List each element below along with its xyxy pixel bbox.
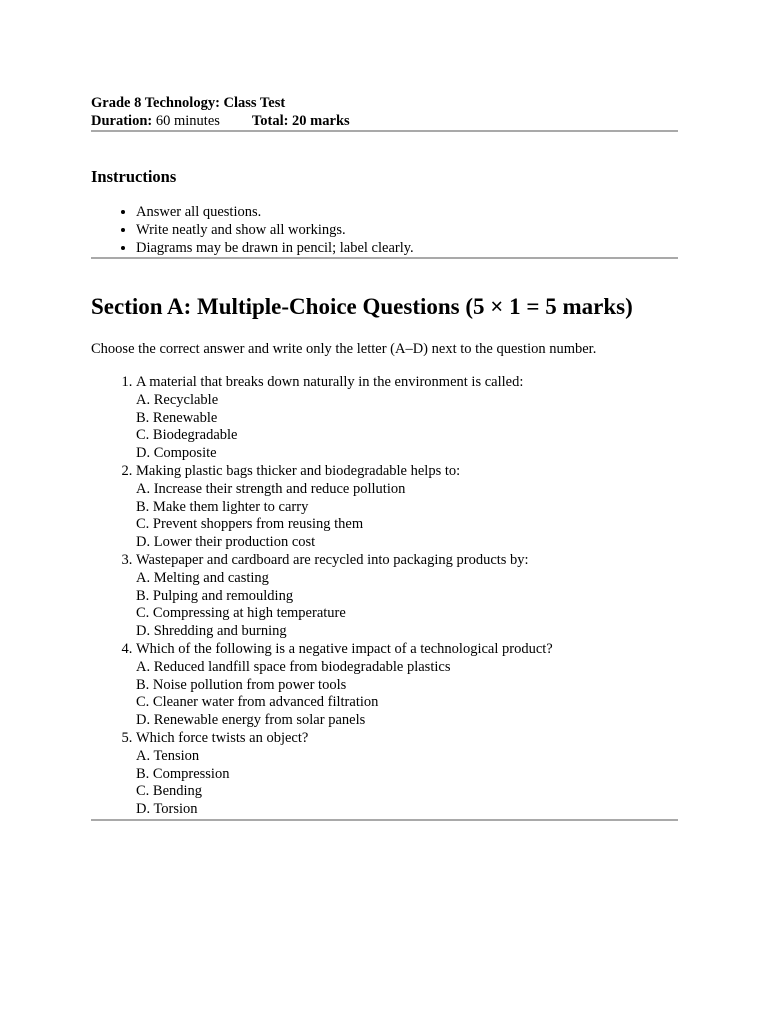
duration-value: 60 minutes — [152, 113, 220, 129]
test-meta — [91, 112, 678, 130]
question-2 — [136, 463, 678, 552]
option-d: D. Renewable energy from solar panels — [136, 712, 366, 729]
option-a: A. Tension — [136, 747, 200, 764]
question-list — [91, 374, 678, 819]
option-b: B. Noise pollution from power tools — [136, 676, 347, 693]
option-c: C. Compressing at high temperature — [136, 605, 346, 622]
divider — [91, 819, 678, 821]
option-b: B. Pulping and remoulding — [136, 587, 294, 604]
option-c: C. Cleaner water from advanced filtration — [136, 694, 379, 711]
question-text: 3. Wastepaper and cardboard are recycled into packaging products by: — [136, 551, 529, 568]
question-text: 4. Which of the following is a negative impact of a technological product? — [136, 640, 553, 657]
instruction-item: • Write neatly and show all workings. — [136, 221, 678, 239]
section-a-heading: Section A: Multiple-Choice Questions (5 × 1 = 5 marks) — [91, 294, 633, 319]
instruction-item: • Diagrams may be drawn in pencil; label clearly. — [136, 239, 678, 257]
question-4 — [136, 641, 678, 730]
section-a-directions: Choose the correct answer and write only the letter (A–D) next to the question number. — [91, 341, 597, 357]
option-b: B. Compression — [136, 765, 230, 782]
instruction-item: • Answer all questions. — [136, 203, 678, 221]
option-a: A. Increase their strength and reduce pollution — [136, 480, 406, 497]
test-header — [91, 94, 678, 130]
instructions-list — [91, 203, 678, 257]
option-b: B. Renewable — [136, 409, 218, 426]
option-a: A. Melting and casting — [136, 569, 269, 586]
option-b: B. Make them lighter to carry — [136, 498, 309, 515]
divider — [91, 130, 678, 132]
option-a: A. Reduced landfill space from biodegradable plastics — [136, 658, 451, 675]
question-1 — [136, 374, 678, 463]
divider — [91, 257, 678, 259]
option-c: C. Prevent shoppers from reusing them — [136, 516, 364, 533]
test-paper — [91, 94, 678, 821]
option-d: D. Composite — [136, 445, 217, 462]
option-c: C. Biodegradable — [136, 427, 238, 444]
question-text: 2. Making plastic bags thicker and biodegradable helps to: — [136, 462, 461, 479]
option-c: C. Bending — [136, 783, 203, 800]
option-d: D. Shredding and burning — [136, 623, 287, 640]
option-d: D. Lower their production cost — [136, 534, 316, 551]
question-5 — [136, 730, 678, 819]
option-d: D. Torsion — [136, 801, 198, 818]
option-a: A. Recyclable — [136, 391, 219, 408]
total-marks: Total: 20 marks — [251, 113, 350, 129]
question-3 — [136, 552, 678, 641]
question-text: 1. A material that breaks down naturally in the environment is called: — [136, 374, 524, 390]
duration-label: Duration: — [91, 113, 153, 129]
question-text: 5. Which force twists an object? — [136, 729, 309, 746]
test-title: Grade 8 Technology: Class Test — [91, 95, 286, 111]
instructions-heading: Instructions — [91, 167, 177, 186]
